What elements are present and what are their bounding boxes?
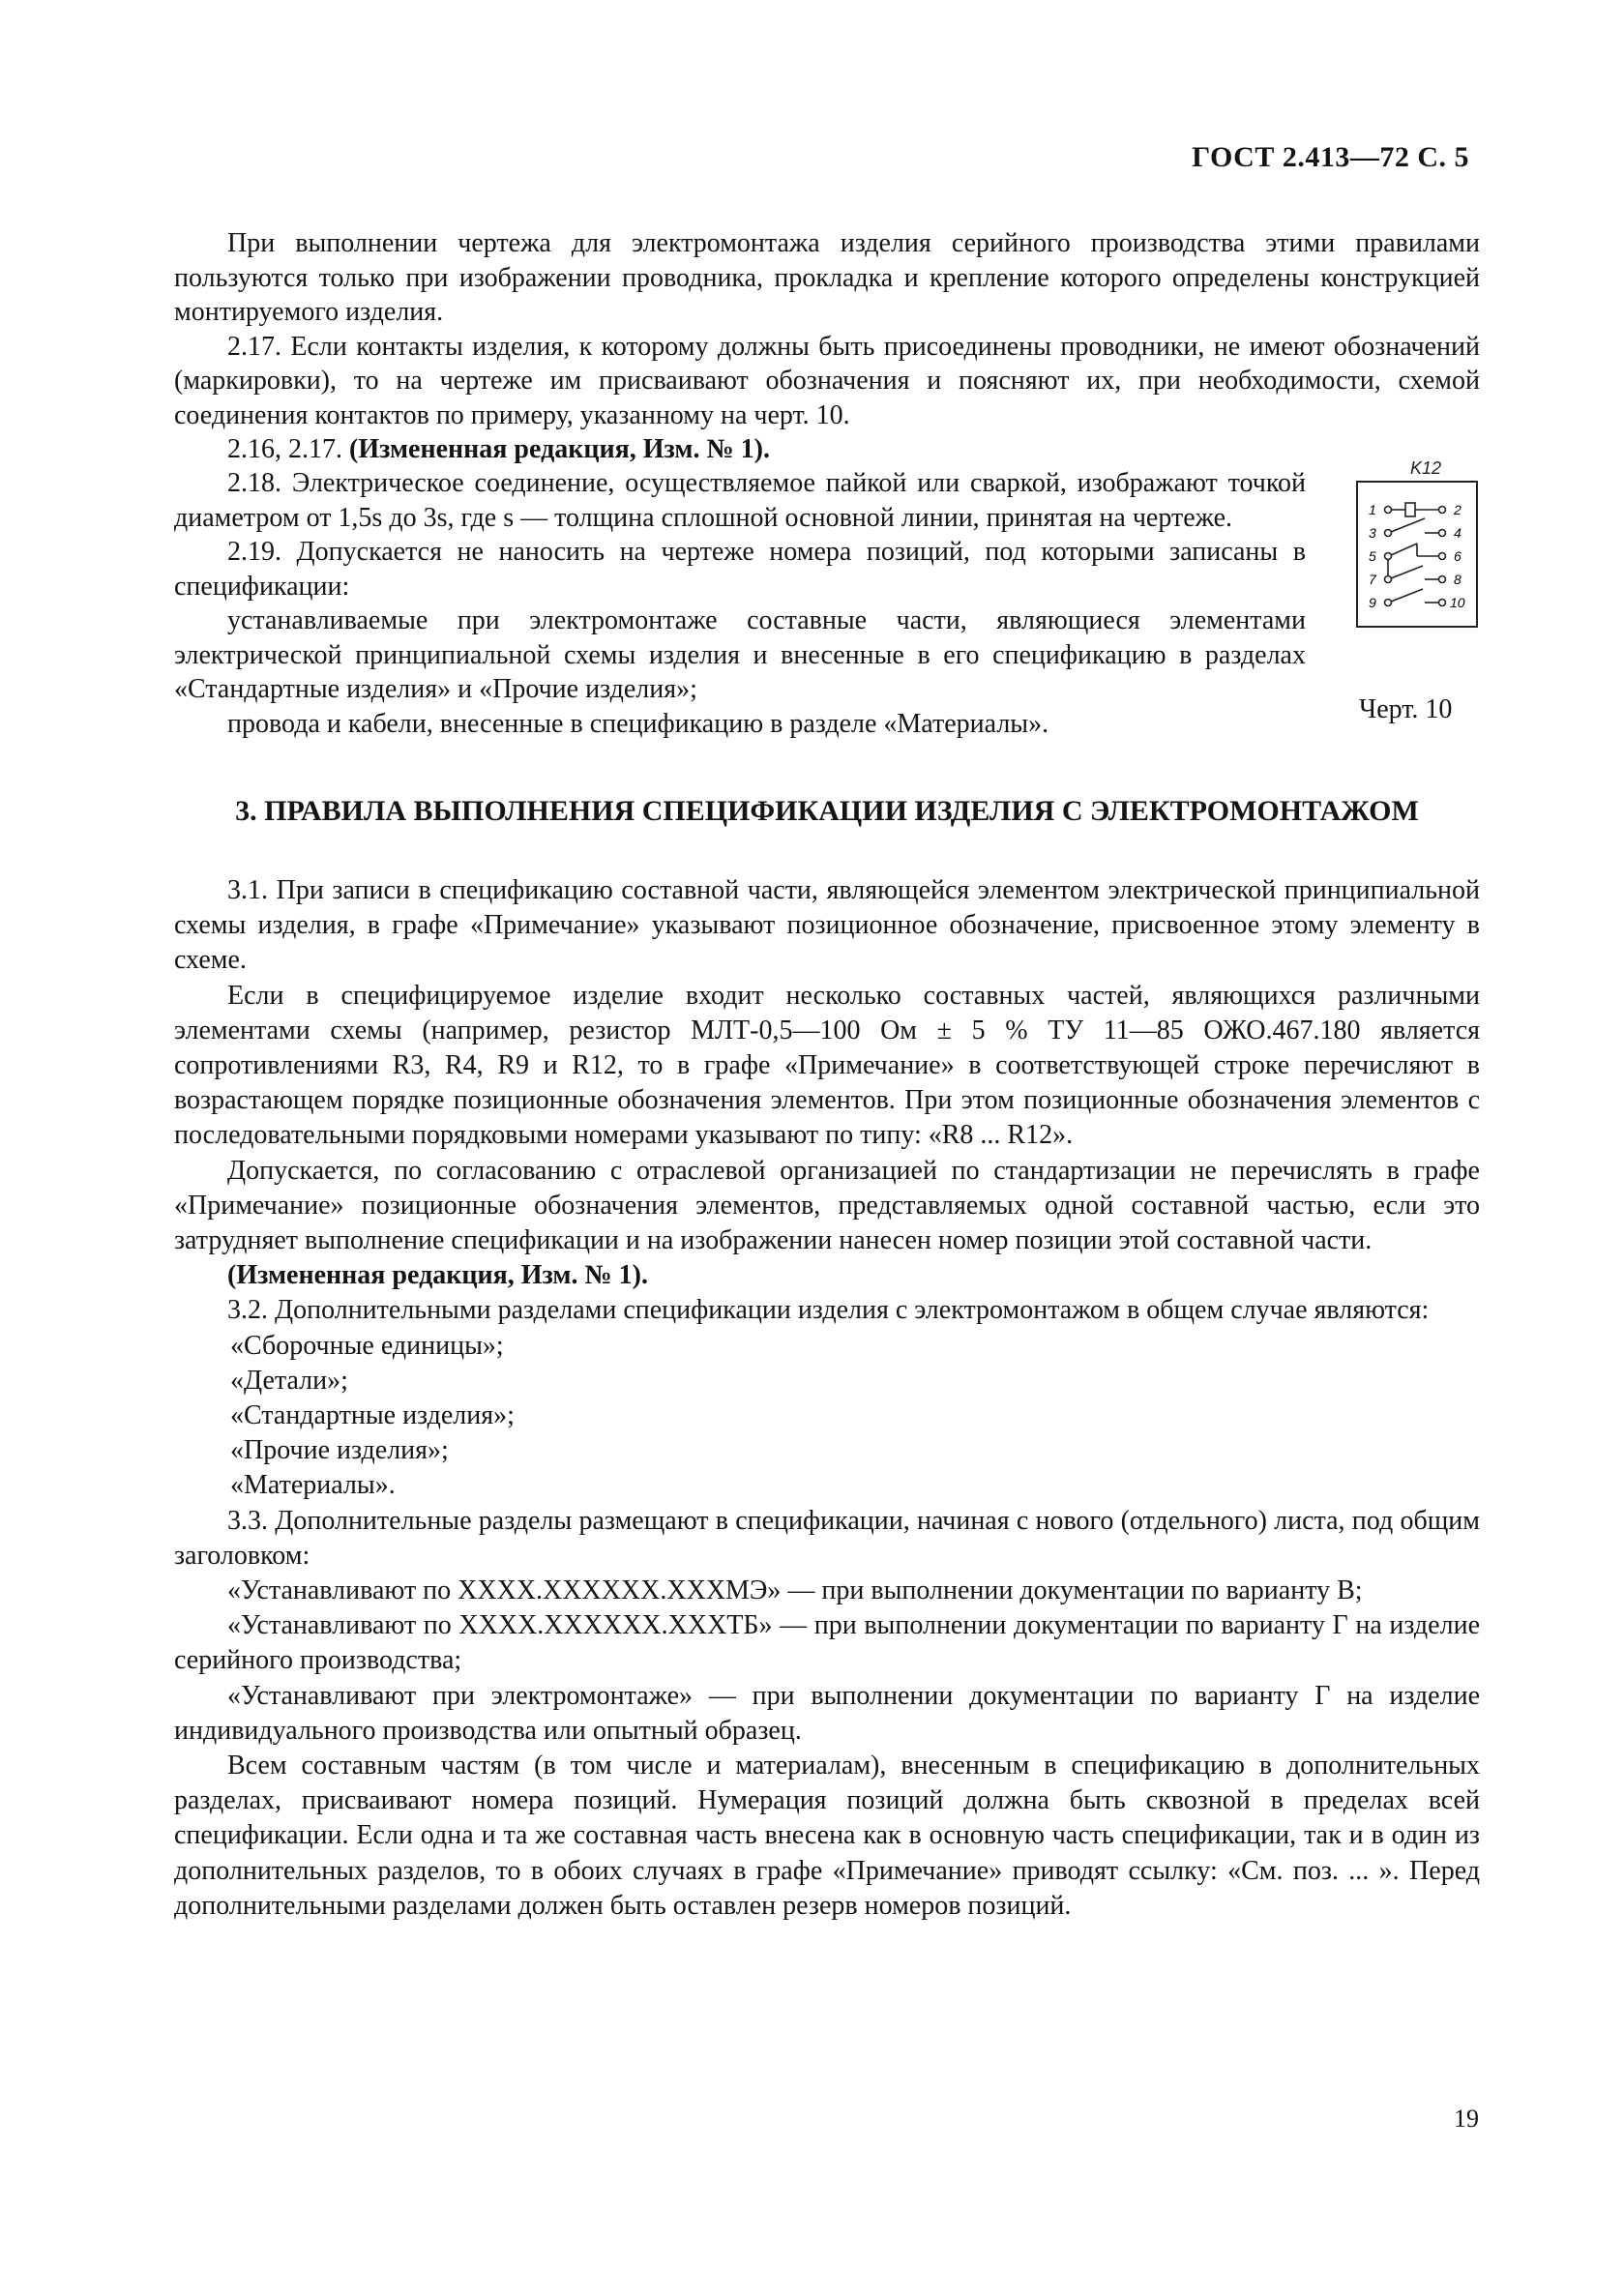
amendment-label: (Измененная редакция, Изм. № 1). [349, 434, 770, 464]
left-column-text [174, 466, 1306, 741]
pin-label-left-7: 7 [1369, 572, 1376, 587]
list-item: «Материалы». [230, 1470, 396, 1501]
amendment-prefix: 2.16, 2.17. [227, 434, 349, 464]
list-item: «Прочие изделия»; [230, 1435, 449, 1466]
paragraph-3-1-example: Если в специфицируемое изделие входит несколько составных частей, являющихся различными элементами схемы (например, резистор МЛТ-0,5—100 Ом ± 5 % ТУ 11—85 ОЖО.467.180 является сопротивлениями R3, R4, R9 и R12, то в графе «Примечание» в соответствующей строке перечисляют в возрастающем порядке позиционные обозначения элементов. При этом позиционные обозначения элементов с последовательными порядковыми номерами указывают по типу: «R8 ... R12». [174, 980, 1480, 1151]
variant-item: «Устанавливают при электромонтаже» — при выполнении документации по варианту Г на изделие индивидуального производства или опытный образец. [174, 1680, 1480, 1746]
pin-label-right-8: 8 [1454, 572, 1462, 587]
amendment-note [174, 432, 1480, 467]
list-item: «Сборочные единицы»; [230, 1330, 504, 1361]
pin-label-right-6: 6 [1454, 548, 1462, 564]
top-text-block [174, 226, 1480, 467]
paragraph-3-1: 3.1. При записи в спецификацию составной части, являющейся элементом электрической принципиальной схемы изделия, в графе «Примечание» указывают позиционное обозначение, присвоенное этому элементу в схеме. [174, 875, 1480, 976]
pin-label-right-10: 10 [1450, 595, 1465, 610]
paragraph-2-18: 2.18. Электрическое соединение, осуществляемое пайкой или сваркой, изображают точкой диаметром от 1,5s до 3s, где s — толщина сплошной основной линии, принятая на чертеже. [174, 468, 1306, 533]
variant-item: «Устанавливают по ХХХХ.ХХХХХХ.ХХХТБ» — при выполнении документации по варианту Г на изделие серийного производства; [174, 1610, 1480, 1676]
pin-label-left-5: 5 [1369, 548, 1376, 564]
pin-label-left-3: 3 [1369, 525, 1376, 541]
list-item: «Детали»; [230, 1365, 348, 1396]
paragraph-3-1-allowance: Допускается, по согласованию с отраслевой организацией по стандартизации не перечислять в графе «Примечание» позиционные обозначения элементов, представляемых одной составной частью, если это затрудняет выполнение спецификации и на изображении нанесен номер позиции этой составной части. [174, 1155, 1480, 1256]
amendment-label: (Измененная редакция, Изм. № 1). [227, 1260, 648, 1291]
section-3-text [174, 873, 1480, 1924]
pin-label-right-4: 4 [1454, 525, 1462, 541]
figure-caption: Черт. 10 [1359, 694, 1453, 724]
list-item: «Стандартные изделия»; [230, 1400, 515, 1431]
paragraph: При выполнении чертежа для электромонтажа изделия серийного производства этими правилами пользуются только при изображении проводника, прокладка и крепление которого определены конструкцией монтируемого изделия. [174, 228, 1480, 327]
section-title: 3. ПРАВИЛА ВЫПОЛНЕНИЯ СПЕЦИФИКАЦИИ ИЗДЕЛИЯ С ЭЛЕКТРОМОНТАЖОМ [235, 795, 1419, 827]
page-number: 19 [1454, 2105, 1479, 2133]
pin-label-left-9: 9 [1369, 595, 1376, 610]
paragraph-2-17: 2.17. Если контакты изделия, к которому должны быть присоединены проводники, не имеют обозначений (маркировки), то на чертеже им присваивают обозначения и поясняют их, при необходимости, схемой соединения контактов по примеру, указанному на черт. 10. [174, 331, 1480, 430]
document-header: ГОСТ 2.413—72 С. 5 [1192, 141, 1469, 173]
figure-designator: K12 [1410, 458, 1442, 478]
pin-label-right-2: 2 [1454, 502, 1462, 517]
paragraph-2-19: 2.19. Допускается не наносить на чертеже номера позиций, под которыми записаны в спецификации: [174, 537, 1306, 602]
contact-scheme-figure [1349, 455, 1485, 725]
paragraph-final: Всем составным частям (в том числе и материалам), внесенным в спецификацию в дополнительных разделах, присваивают номера позиций. Нумерация позиций должна быть сквозной в пределах всей спецификации. Если одна и та же составная часть внесена как в основную часть спецификации, так и в один из дополнительных разделов, то в обоих случаях в графе «Примечание» приводят ссылку: «См. поз. ... ». Перед дополнительными разделами должен быть оставлен резерв номеров позиций. [174, 1751, 1480, 1921]
paragraph-3-2: 3.2. Дополнительными разделами спецификации изделия с электромонтажом в общем случае являются: [227, 1295, 1430, 1326]
variant-item: «Устанавливают по ХХХХ.ХХХХХХ.ХХХМЭ» — при выполнении документации по варианту В; [227, 1575, 1363, 1606]
paragraph-2-19-item-1: устанавливаемые при электромонтаже составные части, являющиеся элементами электрической принципиальной схемы изделия и внесенные в его спецификацию в разделах «Стандартные изделия» и «Прочие изделия»; [174, 605, 1306, 704]
paragraph-2-19-item-2: провода и кабели, внесенные в спецификацию в разделе «Материалы». [227, 708, 1049, 739]
paragraph-3-3: 3.3. Дополнительные разделы размещают в спецификации, начиная с нового (отдельного) листа, под общим заголовком: [174, 1505, 1480, 1571]
pin-label-left-1: 1 [1369, 502, 1376, 517]
